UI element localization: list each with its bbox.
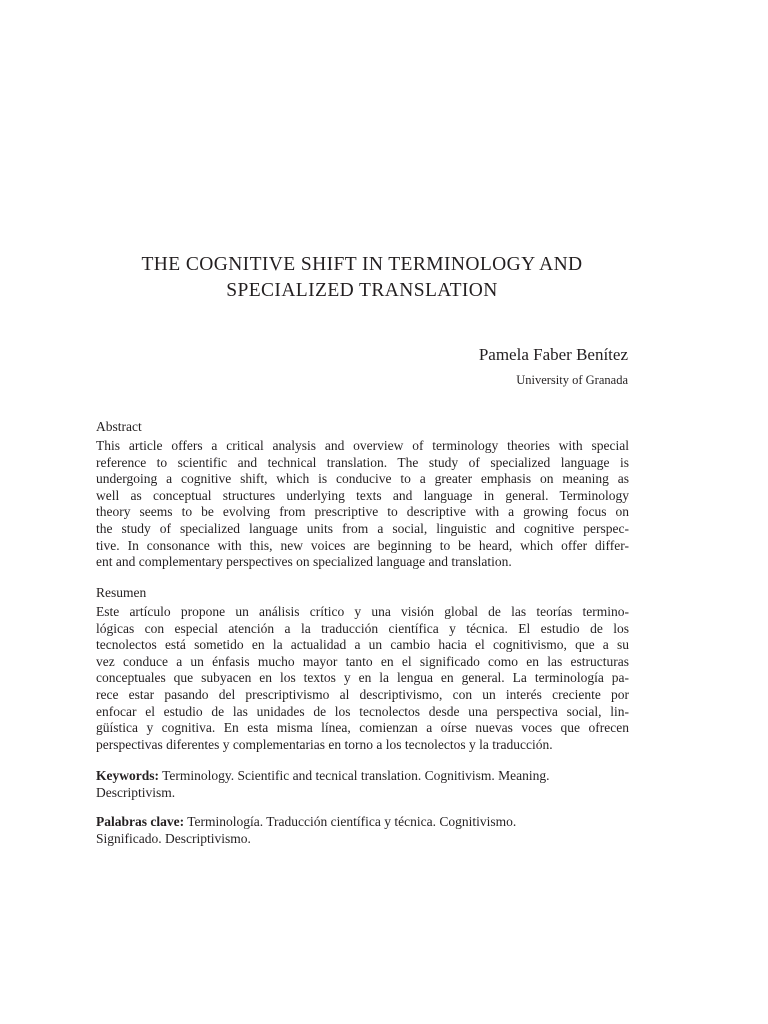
- keywords-text: Terminology. Scientific and tecnical translation. Cognitivism. Meaning.: [159, 768, 550, 783]
- keywords-text-continued: Descriptivism.: [96, 785, 176, 800]
- abstract-heading: Abstract: [96, 419, 142, 434]
- abstract-line: reference to scientific and technical translation. The study of specialized language is: [96, 454, 629, 470]
- palabras-clave-block: [96, 813, 629, 847]
- resumen-line: lógicas con especial atención a la traducción científica y técnica. El estudio de los: [96, 620, 629, 636]
- resumen-line: tecnolectos está sometido en la actualidad a un cambio hacia el cognitivismo, que a su: [96, 637, 629, 653]
- author-affiliation: University of Granada: [516, 373, 628, 387]
- resumen-body: [96, 604, 629, 753]
- abstract-line: tive. In consonance with this, new voices are beginning to be heard, which offer differ-: [96, 537, 629, 553]
- resumen-line: güística y cognitiva. En esta misma línea, comienzan a oírse nuevas voces que ofrecen: [96, 720, 629, 736]
- article-title-line-1: THE COGNITIVE SHIFT IN TERMINOLOGY AND: [141, 254, 583, 275]
- resumen-heading: Resumen: [96, 585, 147, 600]
- palabras-clave-text: Terminología. Traducción científica y técnica. Cognitivismo.: [184, 814, 517, 829]
- resumen-line: perspectivas diferentes y complementarias en torno a los tecnolectos y la traducción.: [96, 736, 553, 752]
- abstract-line: the study of specialized language units from a social, linguistic and cognitive perspec-: [96, 520, 629, 536]
- keywords-block: [96, 767, 629, 801]
- resumen-line: conceptuales que subyacen en los textos y en la lengua en general. La terminología pa-: [96, 670, 629, 686]
- keywords-label: Keywords:: [96, 768, 159, 783]
- palabras-clave-text-continued: Significado. Descriptivismo.: [96, 831, 251, 846]
- author-name: Pamela Faber Benítez: [478, 345, 628, 364]
- resumen-line: Este artículo propone un análisis crítico y una visión global de las teorías termino-: [96, 604, 629, 619]
- abstract-line: theory seems to be evolving from prescriptive to descriptive with a growing focus on: [96, 504, 629, 520]
- abstract-line: ent and complementary perspectives on specialized language and translation.: [96, 554, 512, 570]
- abstract-line: undergoing a cognitive shift, which is conducive to a greater emphasis on meaning as: [96, 471, 629, 487]
- abstract-section: [96, 418, 629, 571]
- resumen-line: vez conduce a un énfasis mucho mayor tanto en el significado como en las estructuras: [96, 653, 629, 669]
- abstract-line: well as conceptual structures underlying texts and language in general. Terminology: [96, 487, 629, 503]
- resumen-line: rece estar pasando del prescriptivismo al descriptivismo, con un interés creciente por: [96, 686, 629, 702]
- resumen-line: enfocar el estudio de las unidades de los tecnolectos desde una perspectiva social, lin-: [96, 703, 629, 719]
- article-title-line-2: SPECIALIZED TRANSLATION: [226, 280, 498, 301]
- article-title: [96, 252, 628, 304]
- abstract-line: This article offers a critical analysis and overview of terminology theories with special: [96, 438, 629, 453]
- resumen-section: [96, 584, 629, 753]
- palabras-clave-label: Palabras clave:: [96, 814, 185, 829]
- abstract-body: [96, 438, 629, 571]
